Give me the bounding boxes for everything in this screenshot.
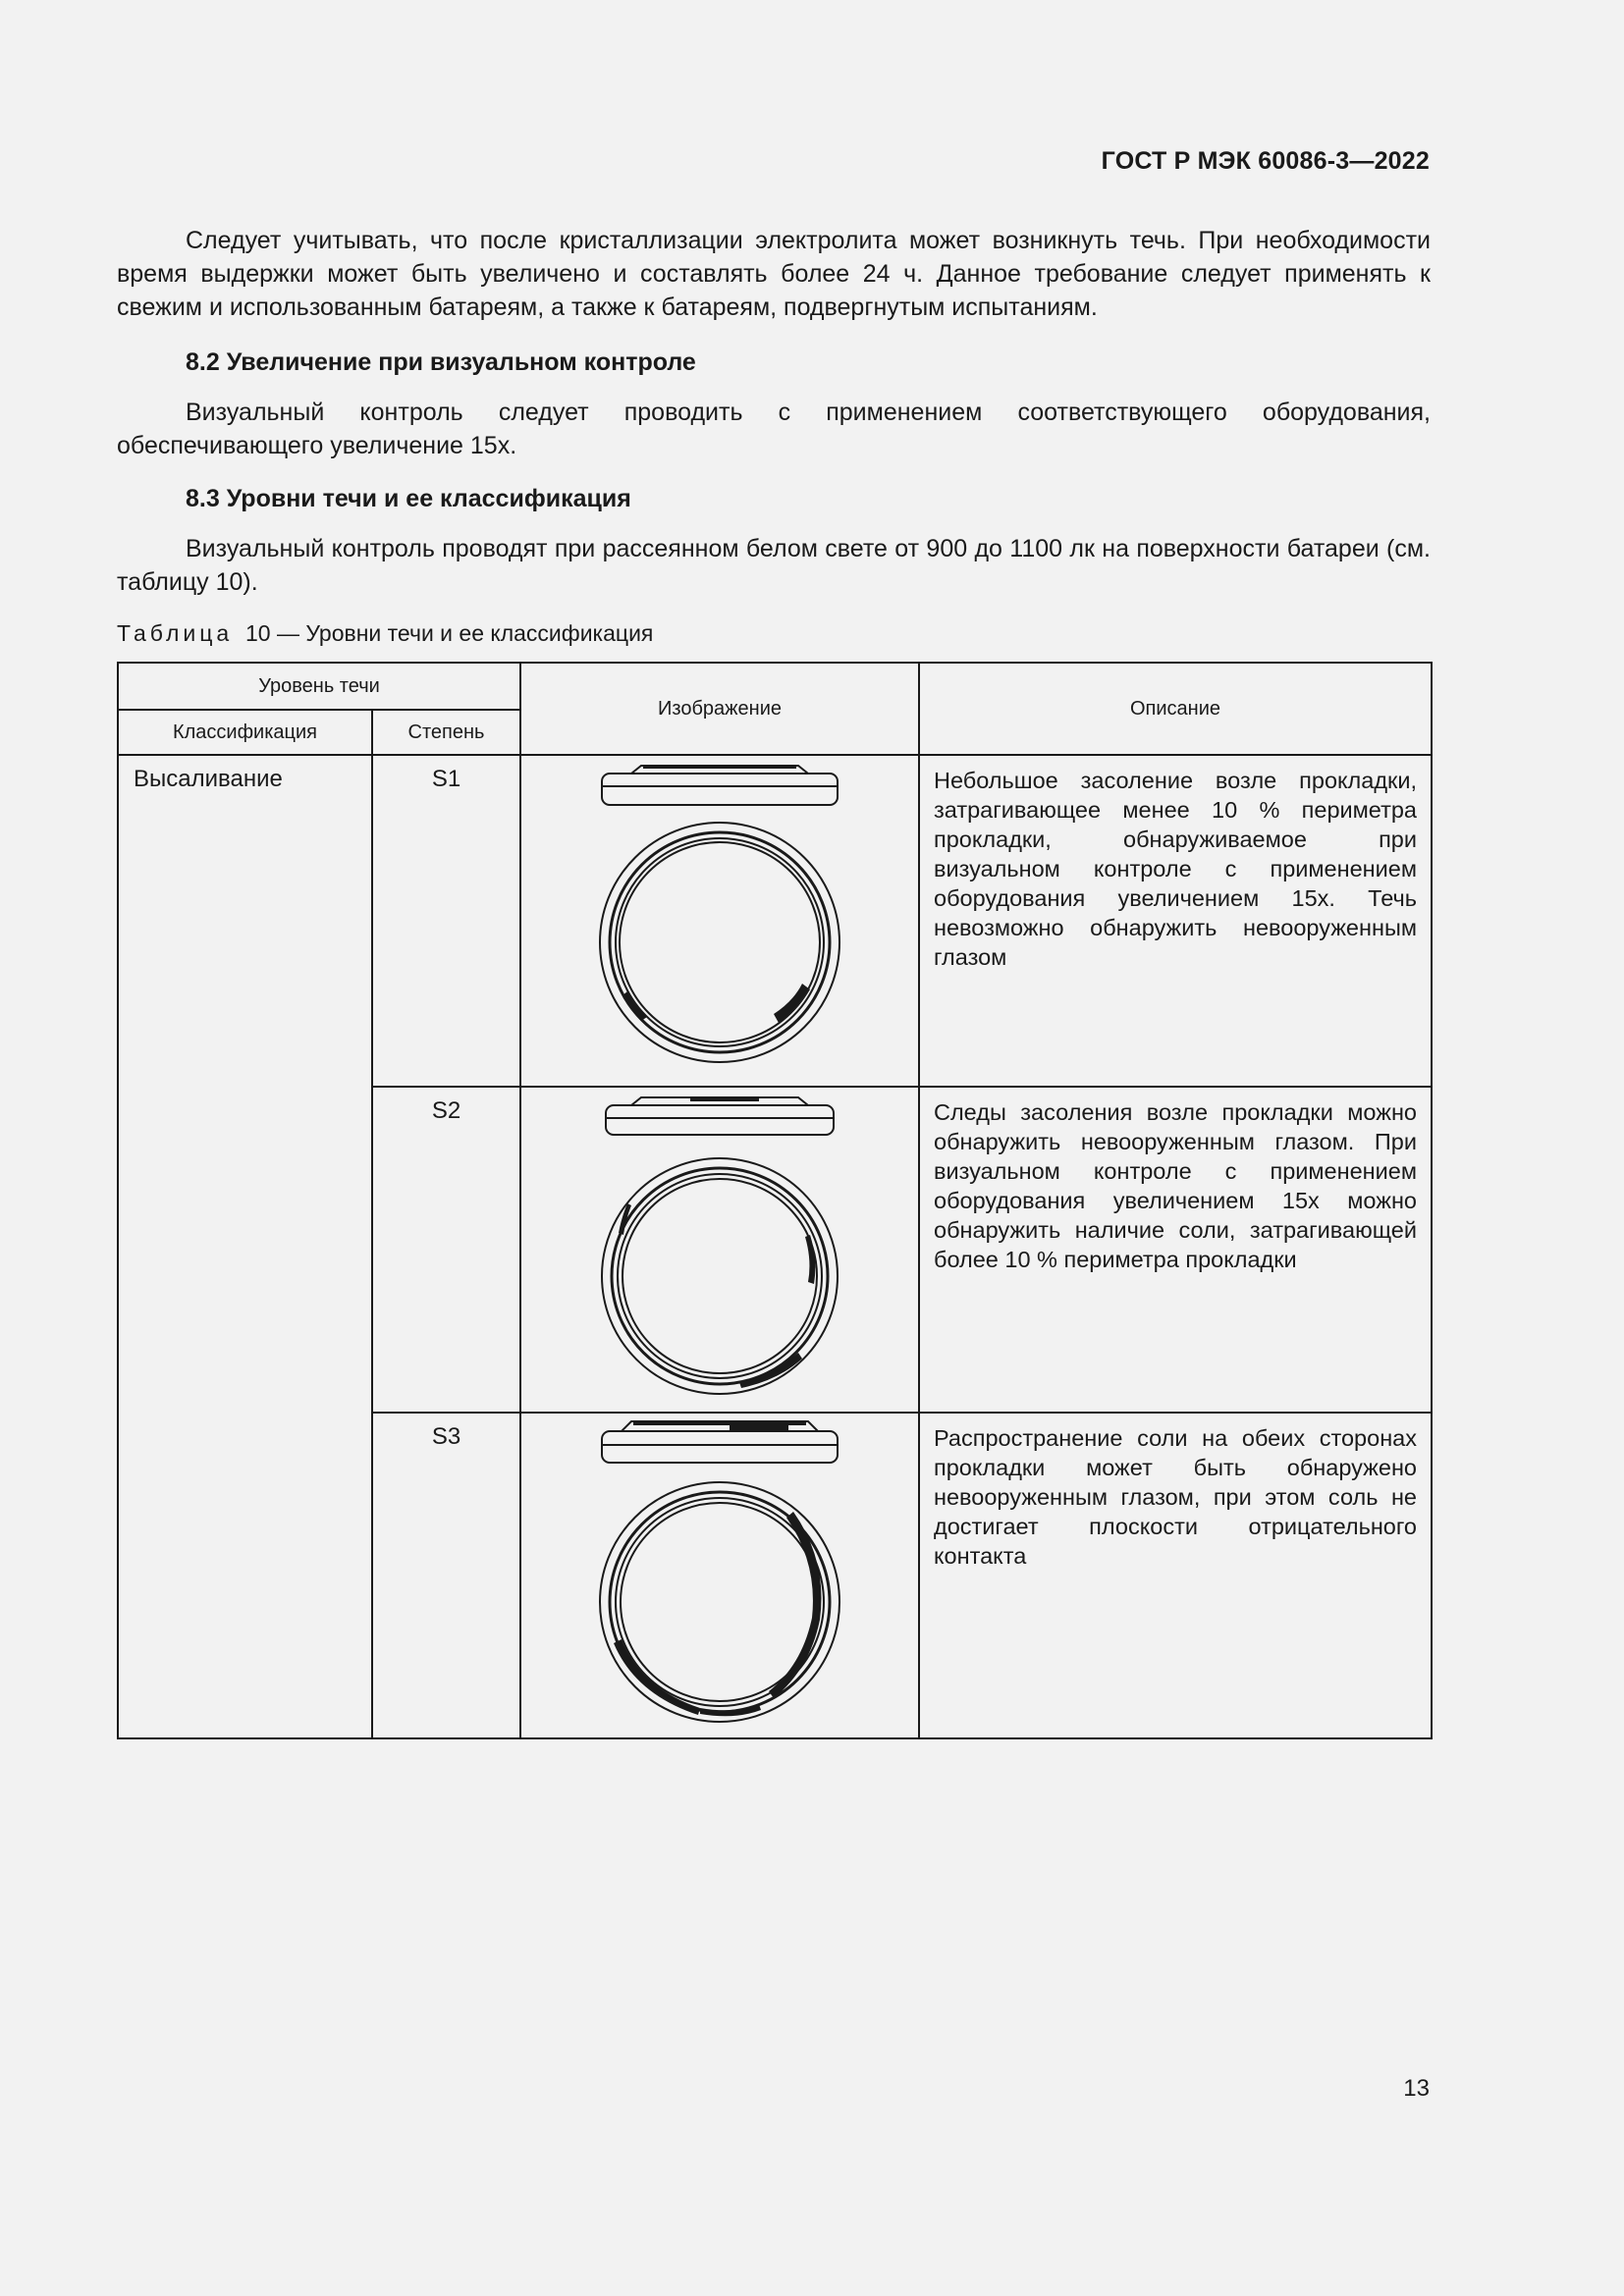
section-heading-8-2: 8.2 Увеличение при визуальном контроле [186, 348, 696, 376]
paragraph-electrolyte: Следует учитывать, что после кристаллизации электролита может возникнуть течь. При необходимости время выдержки может быть увеличено и составлять более 24 ч. Данное требование следует применять к свежим и использованным батареям, а также к батареям, подвергнутым испытаниям. [117, 227, 1431, 321]
header-degree: Степень [372, 710, 520, 755]
salt-mark [805, 1235, 815, 1284]
leak-levels-table [117, 662, 1433, 1739]
table-caption-title: 10 — Уровни течи и ее классификация [244, 620, 654, 646]
classification-value: Высаливание [118, 755, 372, 1738]
table-caption-word: Таблица [117, 620, 234, 646]
battery-s3-drawing [592, 1414, 847, 1728]
section-heading-8-3: 8.3 Уровни течи и ее классификация [186, 485, 631, 512]
table-caption [117, 620, 653, 647]
header-classification: Классификация [118, 710, 372, 755]
header-leak-level: Уровень течи [118, 663, 520, 710]
degree-s3: S3 [372, 1413, 520, 1738]
page-number: 13 [1403, 2075, 1430, 2102]
description-s2: Следы засоления возле прокладки можно обнаружить невооруженным глазом. При визуальном контроле с применением оборудования увеличением 15х можно обнаружить наличие соли, затрагивающей более 10 % периметра прокладки [919, 1087, 1432, 1413]
paragraph-lighting: Визуальный контроль проводят при рассеянном белом свете от 900 до 1100 лк на поверхности батареи (см. таблицу 10). [117, 535, 1431, 596]
degree-s2: S2 [372, 1087, 520, 1413]
battery-s1-drawing [592, 756, 847, 1070]
description-s1: Небольшое засоление возле прокладки, затрагивающее менее 10 % периметра прокладки, обнаруживаемое при визуальном контроле с применением оборудования увеличением 15х. Течь невозможно обнаружить невооруженным глазом [919, 755, 1432, 1087]
header-image: Изображение [520, 663, 919, 755]
document-id: ГОСТ Р МЭК 60086-3—2022 [1101, 147, 1430, 175]
paragraph-magnification: Визуальный контроль следует проводить с применением соответствующего оборудования, обеспечивающего увеличение 15х. [117, 399, 1431, 459]
battery-s2-drawing [592, 1088, 847, 1402]
degree-s1: S1 [372, 755, 520, 1087]
battery-image-s1 [520, 755, 919, 1087]
description-s3: Распространение соли на обеих сторонах прокладки может быть обнаружено невооруженным глазом, при этом соль не достигает плоскости отрицательного контакта [919, 1413, 1432, 1738]
table-row [118, 755, 1432, 1087]
battery-image-s3 [520, 1413, 919, 1738]
battery-image-s2 [520, 1087, 919, 1413]
salt-mark [769, 1512, 821, 1698]
header-description: Описание [919, 663, 1432, 755]
